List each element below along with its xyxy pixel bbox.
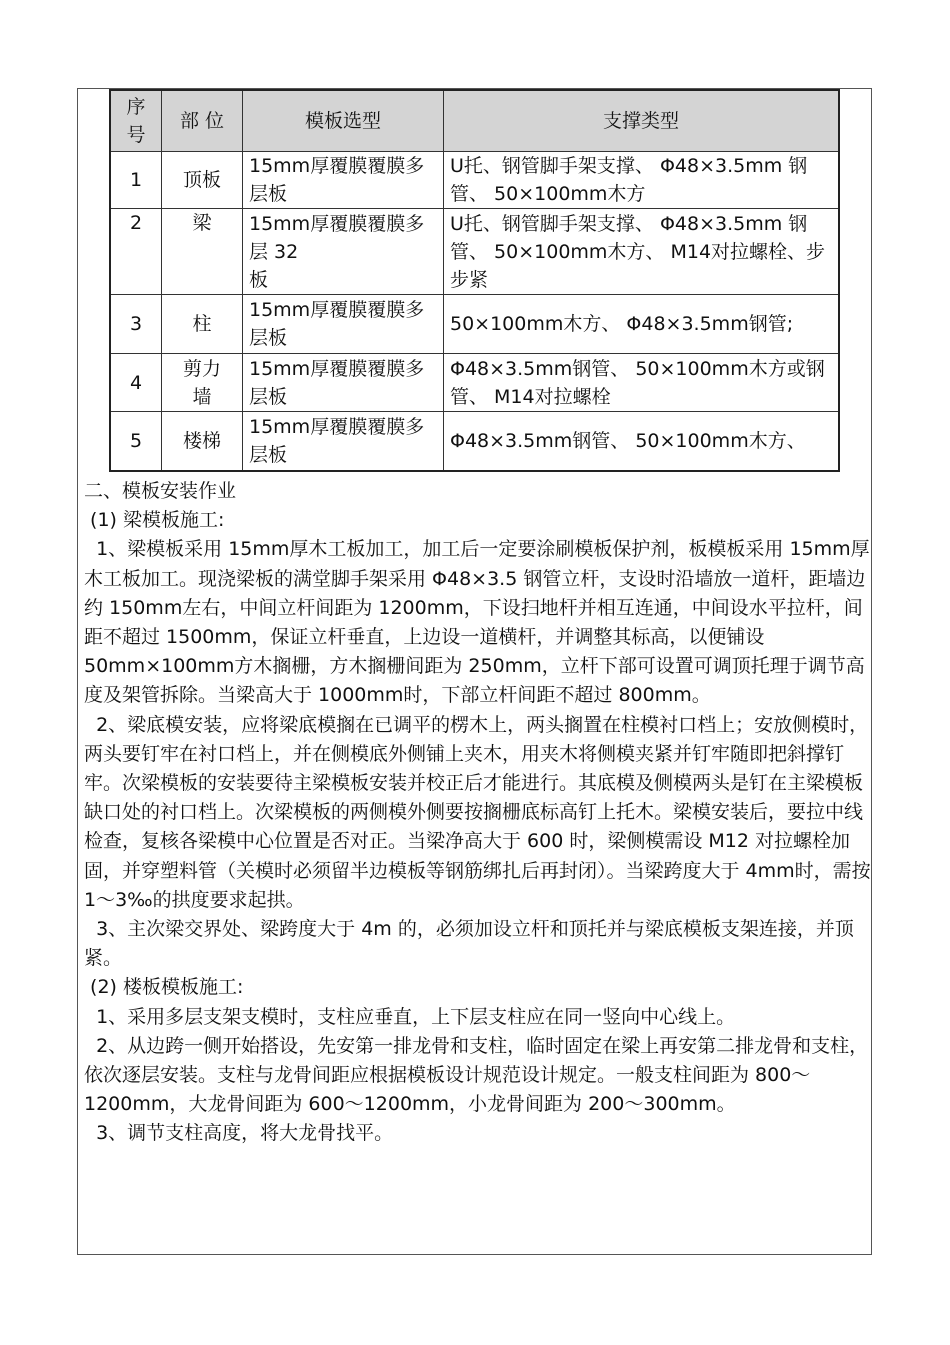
formwork-table <box>109 89 840 472</box>
row-template: 15mm厚覆膜覆膜多 层 32 板 <box>243 209 444 295</box>
row-support: 50×100mm木方、 Φ48×3.5mm钢管; <box>444 295 840 354</box>
document-body <box>84 477 877 1149</box>
paragraph: 3、主次梁交界处、梁跨度大于 4m 的，必须加设立杆和顶托并与梁底模板支架连接，并顶紧。 <box>84 918 854 970</box>
row-template: 15mm厚覆膜覆膜多 层板 <box>243 354 444 412</box>
row-support: Φ48×3.5mm钢管、 50×100mm木方、 <box>444 412 840 471</box>
subsection-title: (1) 梁模板施工: <box>84 509 225 532</box>
table-row <box>110 354 839 412</box>
paragraph: 2、梁底模安装，应将梁底模搁在已调平的楞木上，两头搁置在柱模衬口档上；安放侧模时，两头要钉牢在衬口档上，并在侧模底外侧铺上夹木，用夹木将侧模夹紧并钉牢随即把斜撑钉牢。次梁模板的安装要待主梁模板安装并校正后才能进行。其底模及侧模两头是钉在主梁模板缺口处的衬口档上。次梁模板的两侧模外侧要按搁栅底标高钉上托木。梁模安装后，要拉中线检查，复核各梁模中心位置是否对正。当梁净高大于 600 时，梁侧模需设 M12 对拉螺栓加固，并穿塑料管（关模时必须留半边模板等钢筋绑扎后再封闭）。当梁跨度大于 4mm时，需按 1～3‰的拱度要求起拱。 <box>84 713 877 911</box>
header-part: 部 位 <box>162 90 243 152</box>
row-template: 15mm厚覆膜覆膜多 层板 <box>243 412 444 471</box>
header-template: 模板选型 <box>243 90 444 152</box>
row-template: 15mm厚覆膜覆膜多 层板 <box>243 295 444 354</box>
section-title: 二、模板安装作业 <box>84 480 237 502</box>
table-header-row <box>110 90 839 152</box>
row-number: 1 <box>110 152 162 209</box>
row-part: 梁 <box>162 209 243 295</box>
row-support: Φ48×3.5mm钢管、 50×100mm木方或钢管、 M14对拉螺栓 <box>444 354 840 412</box>
row-part: 剪力 墙 <box>162 354 243 412</box>
subsection-title: (2) 楼板模板施工: <box>84 976 244 999</box>
row-number: 4 <box>110 354 162 412</box>
row-number: 3 <box>110 295 162 354</box>
table-row <box>110 152 839 209</box>
row-part: 楼梯 <box>162 412 243 471</box>
row-part: 柱 <box>162 295 243 354</box>
row-part: 顶板 <box>162 152 243 209</box>
row-support: U托、钢管脚手架支撑、 Φ48×3.5mm 钢管、 50×100mm木方、 M14对拉螺栓、步步紧 <box>444 209 840 295</box>
paragraph: 2、从边跨一侧开始搭设，先安第一排龙骨和支柱，临时固定在梁上再安第二排龙骨和支柱，依次逐层安装。支柱与龙骨间距应根据模板设计规范设计规定。一般支柱间距为 800～1200mm，大龙骨间距为 600～1200mm，小龙骨间距为 200～300mm。 <box>84 1034 869 1116</box>
row-support: U托、钢管脚手架支撑、 Φ48×3.5mm 钢管、 50×100mm木方 <box>444 152 840 209</box>
row-template: 15mm厚覆膜覆膜多 层板 <box>243 152 444 209</box>
table-row <box>110 209 839 295</box>
paragraph: 3、调节支柱高度，将大龙骨找平。 <box>84 1122 394 1145</box>
paragraph: 1、梁模板采用 15mm厚木工板加工，加工后一定要涂刷模板保护剂，板模板采用 15mm厚木工板加工。现浇梁板的满堂脚手架采用 Φ48×3.5 钢管立杆，支设时沿墙放一道杆，距墙边约 150mm左右，中间立杆间距为 1200mm，下设扫地杆并相互连通，中间设水平拉杆，间距不超过 1500mm，保证立杆垂直，上边设一道横杆，并调整其标高，以便铺设 50mm×100mm方木搁栅，方木搁栅间距为 250mm，立杆下部可设置可调顶托理于调节高度及架管拆除。当梁高大于 1000mm时，下部立杆间距不超过 800mm。 <box>84 538 870 707</box>
row-number: 2 <box>110 209 162 295</box>
row-number: 5 <box>110 412 162 471</box>
header-support: 支撑类型 <box>444 90 840 152</box>
paragraph: 1、采用多层支架支模时，支柱应垂直，上下层支柱应在同一竖向中心线上。 <box>84 1005 736 1028</box>
table-row <box>110 412 839 471</box>
table-row <box>110 295 839 354</box>
header-number: 序 号 <box>110 90 162 152</box>
